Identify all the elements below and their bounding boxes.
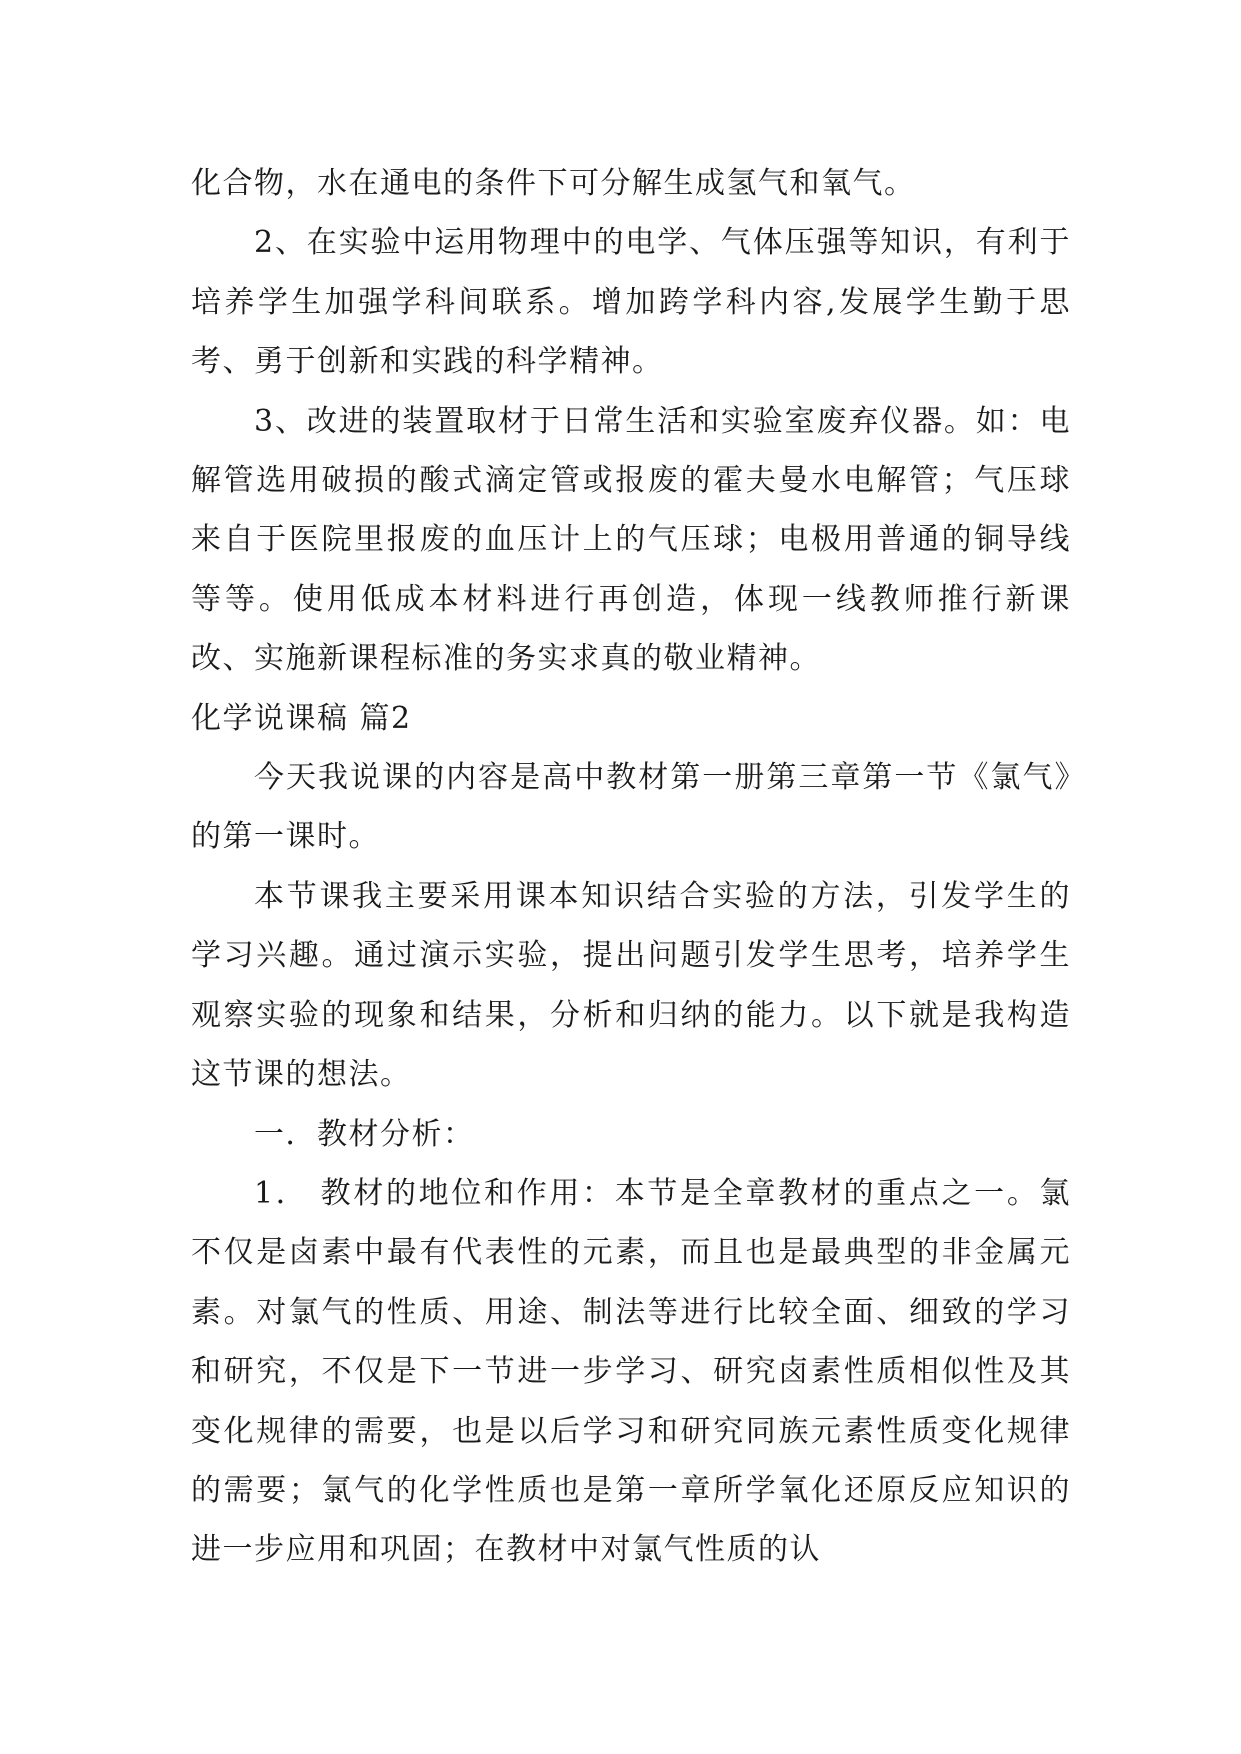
paragraph-point-2: 2、在实验中运用物理中的电学、气体压强等知识，有利于培养学生加强学科间联系。增加跨学科内容,发展学生勤于思考、勇于创新和实践的科学精神。	[191, 225, 1071, 380]
subheading-textbook-analysis: 一．教材分析：	[254, 1116, 475, 1152]
document-body	[191, 154, 1071, 1580]
paragraph-intro: 今天我说课的内容是高中教材第一册第三章第一节《氯气》的第一课时。	[191, 760, 1071, 855]
paragraph-method: 本节课我主要采用课本知识结合实验的方法，引发学生的学习兴趣。通过演示实验，提出问题引发学生思考，培养学生观察实验的现象和结果，分析和归纳的能力。以下就是我构造这节课的想法。	[191, 878, 1071, 1093]
paragraph-textbook-role: 1． 教材的地位和作用：本节是全章教材的重点之一。氯不仅是卤素中最有代表性的元素，而且也是最典型的非金属元素。对氯气的性质、用途、制法等进行比较全面、细致的学习和研究，不仅是下一节进一步学习、研究卤素性质相似性及其变化规律的需要，也是以后学习和研究同族元素性质变化规律的需要；氯气的化学性质也是第一章所学氧化还原反应知识的进一步应用和巩固；在教材中对氯气性质的认	[191, 1175, 1071, 1568]
paragraph-continuation: 化合物，水在通电的条件下可分解生成氢气和氧气。	[191, 166, 916, 201]
paragraph-point-3: 3、改进的装置取材于日常生活和实验室废弃仪器。如：电解管选用破损的酸式滴定管或报废的霍夫曼水电解管；气压球来自于医院里报废的血压计上的气压球；电极用普通的铜导线等等。使用低成本材料进行再创造，体现一线教师推行新课改、实施新课程标准的务实求真的敬业精神。	[191, 403, 1071, 677]
section-heading: 化学说课稿 篇2	[191, 700, 412, 736]
